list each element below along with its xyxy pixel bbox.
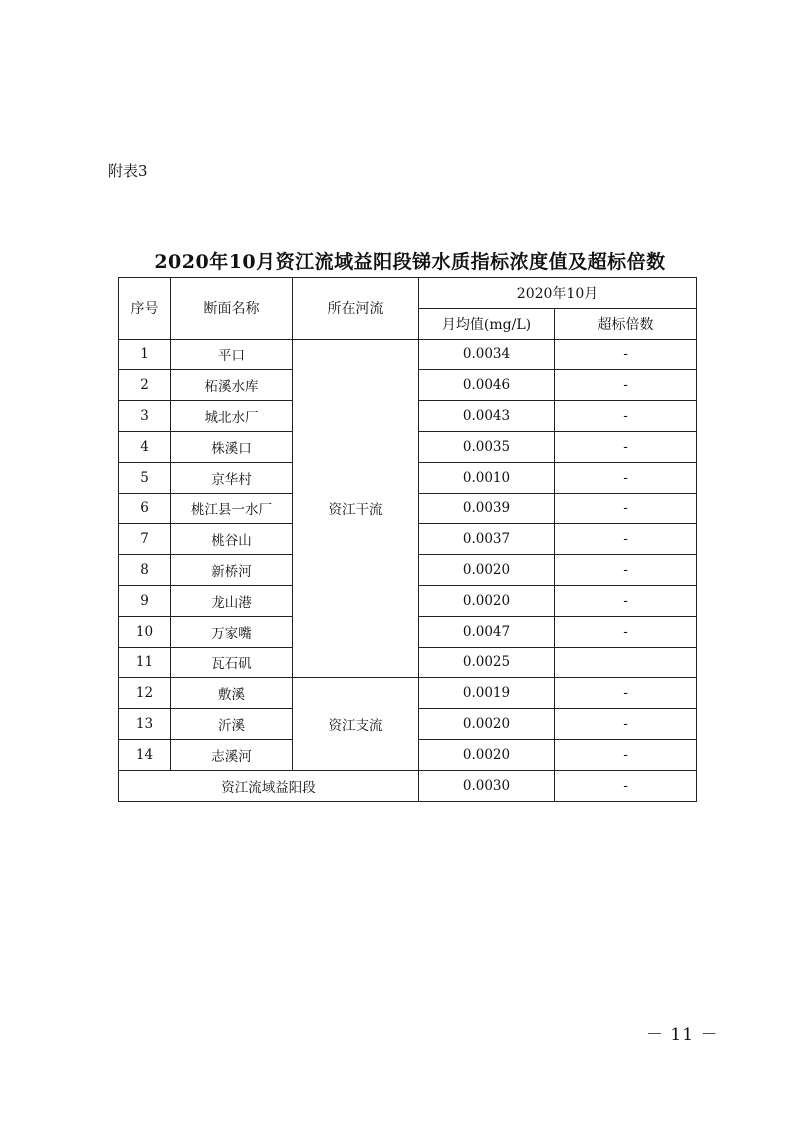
cell-exceed: - xyxy=(555,493,697,524)
cell-value: 0.0046 xyxy=(419,370,555,401)
cell-seq: 14 xyxy=(119,739,171,770)
cell-seq: 3 xyxy=(119,401,171,432)
cell-value: 0.0035 xyxy=(419,431,555,462)
river-group-main: 资江干流 xyxy=(293,339,419,678)
cell-value: 0.0020 xyxy=(419,739,555,770)
cell-value: 0.0025 xyxy=(419,647,555,678)
cell-value: 0.0034 xyxy=(419,339,555,370)
cell-exceed: - xyxy=(555,585,697,616)
cell-seq: 13 xyxy=(119,709,171,740)
table-title: 2020年10月资江流域益阳段锑水质指标浓度值及超标倍数 xyxy=(154,251,666,273)
cell-exceed: - xyxy=(555,555,697,586)
cell-exceed: - xyxy=(555,709,697,740)
summary-exceed: - xyxy=(555,770,697,801)
page-number: － 11 － xyxy=(646,1025,719,1045)
cell-name: 万家嘴 xyxy=(171,616,293,647)
river-group-branch: 资江支流 xyxy=(293,678,419,770)
cell-seq: 9 xyxy=(119,585,171,616)
cell-name: 城北水厂 xyxy=(171,401,293,432)
cell-exceed xyxy=(555,647,697,678)
cell-seq: 5 xyxy=(119,462,171,493)
header-monthly-avg: 月均值(mg/L) xyxy=(419,308,555,339)
header-seq: 序号 xyxy=(119,278,171,340)
cell-name: 新桥河 xyxy=(171,555,293,586)
cell-exceed: - xyxy=(555,401,697,432)
cell-name: 龙山港 xyxy=(171,585,293,616)
cell-value: 0.0037 xyxy=(419,524,555,555)
cell-name: 株溪口 xyxy=(171,431,293,462)
cell-value: 0.0020 xyxy=(419,555,555,586)
cell-value: 0.0043 xyxy=(419,401,555,432)
cell-name: 沂溪 xyxy=(171,709,293,740)
summary-name: 资江流域益阳段 xyxy=(119,770,419,801)
table-row xyxy=(119,339,697,370)
cell-value: 0.0020 xyxy=(419,709,555,740)
cell-seq: 12 xyxy=(119,678,171,709)
cell-name: 敷溪 xyxy=(171,678,293,709)
header-river: 所在河流 xyxy=(293,278,419,340)
appendix-label: 附表3 xyxy=(108,162,148,180)
cell-seq: 6 xyxy=(119,493,171,524)
cell-seq: 4 xyxy=(119,431,171,462)
cell-value: 0.0020 xyxy=(419,585,555,616)
cell-seq: 8 xyxy=(119,555,171,586)
header-row-1 xyxy=(119,278,697,309)
cell-exceed: - xyxy=(555,739,697,770)
cell-name: 平口 xyxy=(171,339,293,370)
cell-value: 0.0039 xyxy=(419,493,555,524)
cell-exceed: - xyxy=(555,616,697,647)
cell-name: 桃谷山 xyxy=(171,524,293,555)
cell-seq: 7 xyxy=(119,524,171,555)
cell-seq: 10 xyxy=(119,616,171,647)
water-quality-table xyxy=(118,277,697,802)
cell-seq: 1 xyxy=(119,339,171,370)
cell-name: 柘溪水库 xyxy=(171,370,293,401)
cell-seq: 11 xyxy=(119,647,171,678)
cell-exceed: - xyxy=(555,678,697,709)
table-row xyxy=(119,678,697,709)
summary-row xyxy=(119,770,697,801)
summary-value: 0.0030 xyxy=(419,770,555,801)
cell-value: 0.0019 xyxy=(419,678,555,709)
header-period: 2020年10月 xyxy=(419,278,697,309)
cell-value: 0.0010 xyxy=(419,462,555,493)
cell-name: 瓦石矶 xyxy=(171,647,293,678)
cell-exceed: - xyxy=(555,339,697,370)
cell-exceed: - xyxy=(555,431,697,462)
header-section-name: 断面名称 xyxy=(171,278,293,340)
cell-value: 0.0047 xyxy=(419,616,555,647)
cell-exceed: - xyxy=(555,524,697,555)
header-exceed: 超标倍数 xyxy=(555,308,697,339)
cell-exceed: - xyxy=(555,370,697,401)
cell-seq: 2 xyxy=(119,370,171,401)
cell-name: 桃江县一水厂 xyxy=(171,493,293,524)
cell-name: 志溪河 xyxy=(171,739,293,770)
cell-name: 京华村 xyxy=(171,462,293,493)
cell-exceed: - xyxy=(555,462,697,493)
